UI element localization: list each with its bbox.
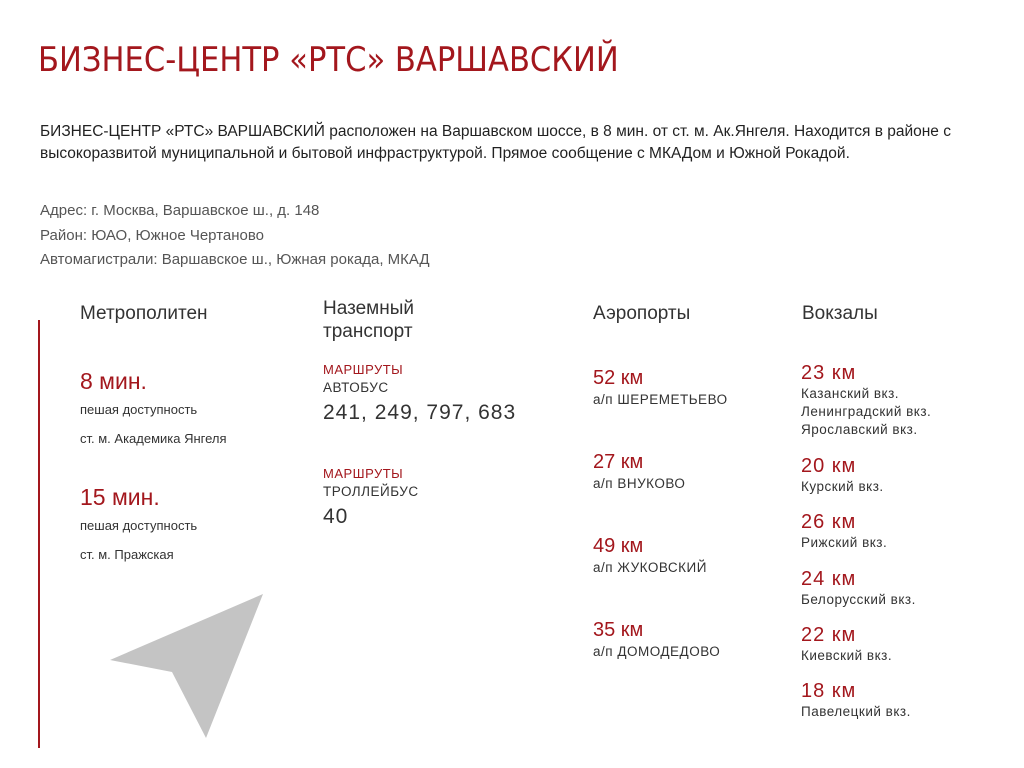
metro-station: ст. м. Пражская [80,547,174,562]
station-name: Белорусский вкз. [801,592,916,607]
metro-heading: Метрополитен [80,303,208,324]
station-distance: 20 км [801,455,857,477]
station-distance: 24 км [801,568,857,590]
airport-item [593,535,707,575]
address-line: Адрес: г. Москва, Варшавское ш., д. 148 [40,202,320,219]
station-name: Казанский вкз. [801,386,900,401]
station-item [801,455,884,496]
airport-name: а/п ВНУКОВО [593,476,686,491]
station-distance: 23 км [801,362,857,384]
station-item [801,680,911,721]
station-item [801,568,916,609]
station-item [801,511,887,552]
airport-item [593,367,728,407]
route-numbers: 241, 249, 797, 683 [323,401,517,424]
station-distance: 26 км [801,511,857,533]
airports-heading: Аэропорты [593,303,691,324]
metro-time: 15 мин. [80,484,160,510]
airport-name: а/п ЖУКОВСКИЙ [593,560,707,575]
metro-mode: пешая доступность [80,518,198,533]
airport-item [593,619,720,659]
route-type: АВТОБУС [323,380,389,395]
station-name: Курский вкз. [801,479,884,494]
metro-mode: пешая доступность [80,402,198,417]
station-names [801,385,931,439]
airport-distance: 35 км [593,619,644,641]
station-name: Ленинградский вкз. [801,404,932,419]
airport-distance: 27 км [593,451,644,473]
ground-heading-line1: Наземный [323,298,414,319]
station-name: Павелецкий вкз. [801,704,911,719]
highways-line: Автомагистрали: Варшавское ш., Южная рокада, МКАД [40,251,430,268]
metro-station: ст. м. Академика Янгеля [80,431,227,446]
airport-distance: 52 км [593,367,644,389]
district-line: Район: ЮАО, Южное Чертаново [40,226,265,244]
navigation-arrow-icon [110,592,266,742]
airport-distance: 49 км [593,535,644,557]
route-type: ТРОЛЛЕЙБУС [323,484,419,499]
metro-item [80,484,197,562]
route-label: МАРШРУТЫ [323,466,404,481]
info-block [40,199,430,273]
route-block [323,362,516,425]
stations-heading: Вокзалы [802,303,878,324]
station-name: Киевский вкз. [801,648,893,663]
accent-divider [38,320,40,748]
station-item [801,624,892,665]
airport-name: а/п ШЕРЕМЕТЬЕВО [593,392,728,407]
airport-item [593,451,685,491]
intro-text: БИЗНЕС-ЦЕНТР «РТС» ВАРШАВСКИЙ расположен на Варшавском шоссе, в 8 мин. от ст. м. Ак.Янгеля. Находится в районе с высокоразвитой муниципальной и бытовой инфраструктурой. Прямое сообщение с МКАДом и Южной Рокадой. [40,123,951,162]
station-distance: 18 км [801,680,857,702]
page-title: БИЗНЕС-ЦЕНТР «РТС» ВАРШАВСКИЙ [38,40,619,80]
ground-heading-line2: транспорт [323,321,413,342]
station-distance: 22 км [801,624,857,646]
metro-item [80,368,227,446]
route-block [323,466,419,529]
route-numbers: 40 [323,505,349,528]
station-name: Ярославский вкз. [801,422,918,437]
station-name: Рижский вкз. [801,535,888,550]
station-item [801,362,931,439]
metro-time: 8 мин. [80,368,147,394]
ground-heading [323,297,414,343]
route-label: МАРШРУТЫ [323,362,404,377]
airport-name: а/п ДОМОДЕДОВО [593,644,721,659]
